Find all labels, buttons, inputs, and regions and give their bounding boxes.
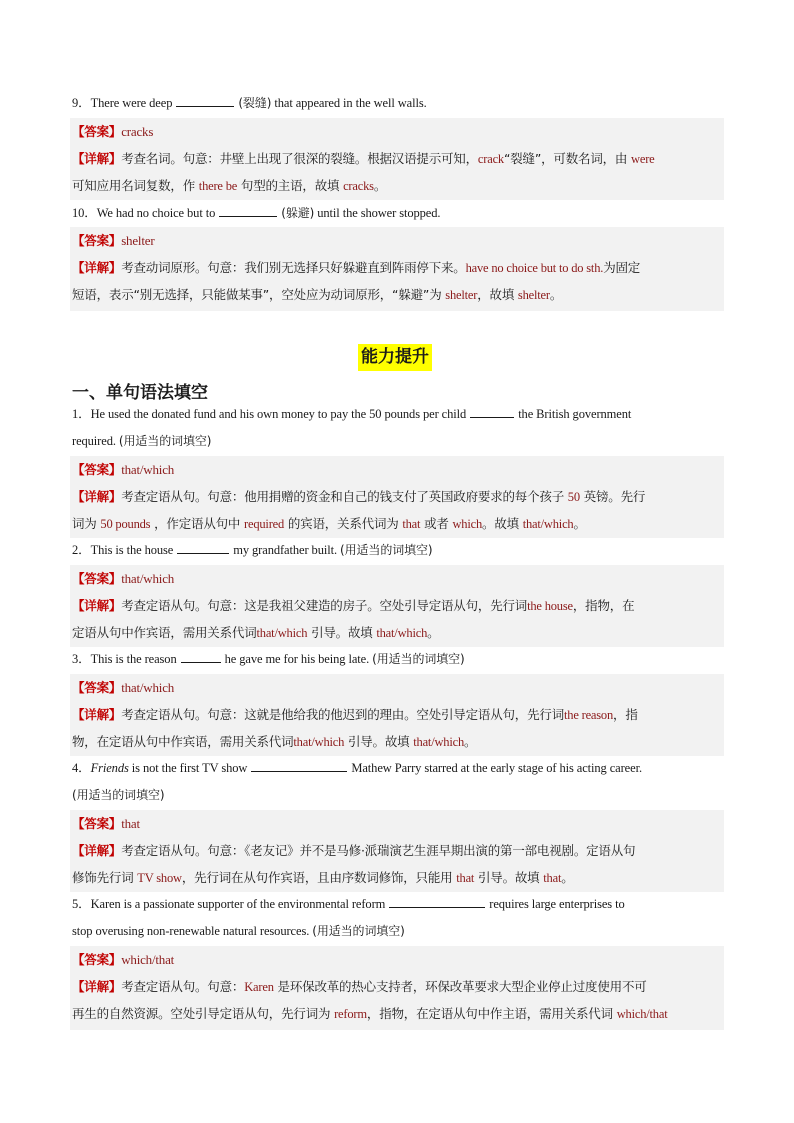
answer-blank[interactable]	[470, 404, 514, 418]
answer-blank[interactable]	[251, 758, 347, 772]
problem-5-line-2: stop overusing non-renewable natural resources. (用适当的词填空)	[72, 924, 405, 938]
section-title: 能力提升	[358, 344, 432, 371]
answer-line-p5: 【答案】which/that	[72, 952, 175, 967]
detail-line-9b: 可知应用名词复数，作 there be 句型的主语，故填 cracks。	[72, 178, 387, 193]
problem-2: 2．This is the house my grandfather built. (用适当的词填空)	[72, 537, 724, 564]
answer-line-10: 【答案】shelter	[72, 233, 155, 248]
detail-line-p2a: 【详解】考查定语从句。句意：这是我祖父建造的房子。空处引导定语从句，先行词the house，指物，在	[72, 598, 635, 613]
answer-line-p2: 【答案】that/which	[72, 571, 175, 586]
answer-blank[interactable]	[176, 93, 234, 107]
detail-line-p4b: 修饰先行词 TV show，先行词在从句作宾语，且由序数词修饰，只能用 that 引导。故填 that。	[72, 870, 574, 885]
detail-line-p1b: 词为 50 pounds ，作定语从句中 required 的宾语，关系代词为 that 或者 which。故填 that/which。	[72, 516, 586, 531]
question-10: 10．We had no choice but to (躲避) until the shower stopped.	[72, 200, 724, 227]
problem-1-line-1: 1．He used the donated fund and his own money to pay the 50 pounds per child the British government	[72, 401, 724, 428]
detail-line-10b: 短语，表示“别无选择，只能做某事”，空处应为动词原形，“躲避”为 shelter，故填 shelter。	[72, 287, 563, 302]
problem-4-line-1: 4．Friends is not the first TV show Mathew Parry starred at the early stage of his acting career.	[72, 755, 724, 782]
detail-line-p5a: 【详解】考查定语从句。句意：Karen 是环保改革的热心支持者，环保改革要求大型企业停止过度使用不可	[72, 979, 647, 994]
answer-line-p4: 【答案】that	[72, 816, 140, 831]
answer-blank[interactable]	[219, 203, 277, 217]
problem-3: 3．This is the reason he gave me for his being late. (用适当的词填空)	[72, 646, 724, 673]
detail-line-p5b: 再生的自然资源。空处引导定语从句，先行词为 reform，指物，在定语从句中作主语，需用关系代词 which/that	[72, 1006, 668, 1021]
detail-line-p4a: 【详解】考查定语从句。句意：《老友记》并不是马修·派瑞演艺生涯早期出演的第一部电视剧。定语从句	[72, 843, 636, 858]
answer-blank[interactable]	[177, 540, 229, 554]
question-9: 9．There were deep (裂缝) that appeared in the well walls.	[72, 90, 724, 117]
answer-line-p1: 【答案】that/which	[72, 462, 175, 477]
detail-line-9a: 【详解】考查名词。句意：井壁上出现了很深的裂缝。根据汉语提示可知，crack“裂缝”，可数名词，由 were	[72, 151, 655, 166]
detail-line-10a: 【详解】考查动词原形。句意：我们别无选择只好躲避直到阵雨停下来。have no choice but to do sth.为固定	[72, 260, 641, 275]
detail-line-p3b: 物，在定语从句中作宾语，需用关系代词that/which 引导。故填 that/which。	[72, 734, 477, 749]
answer-blank[interactable]	[389, 894, 485, 908]
problem-1-line-2: required. (用适当的词填空)	[72, 434, 212, 448]
detail-line-p1a: 【详解】考查定语从句。句意：他用捐赠的资金和自己的钱支付了英国政府要求的每个孩子 50 英镑。先行	[72, 489, 646, 504]
answer-line-p3: 【答案】that/which	[72, 680, 175, 695]
detail-line-p3a: 【详解】考查定语从句。句意：这就是他给我的他迟到的理由。空处引导定语从句，先行词the reason，指	[72, 707, 638, 722]
answer-line-9: 【答案】cracks	[72, 124, 154, 139]
detail-line-p2b: 定语从句中作宾语，需用关系代词that/which 引导。故填 that/which。	[72, 625, 440, 640]
problem-5-line-1: 5．Karen is a passionate supporter of the environmental reform requires large enterprises to	[72, 891, 724, 918]
section-heading: 一、单句语法填空	[72, 383, 208, 403]
answer-blank[interactable]	[181, 649, 221, 663]
problem-4-line-2: (用适当的词填空)	[72, 788, 165, 802]
